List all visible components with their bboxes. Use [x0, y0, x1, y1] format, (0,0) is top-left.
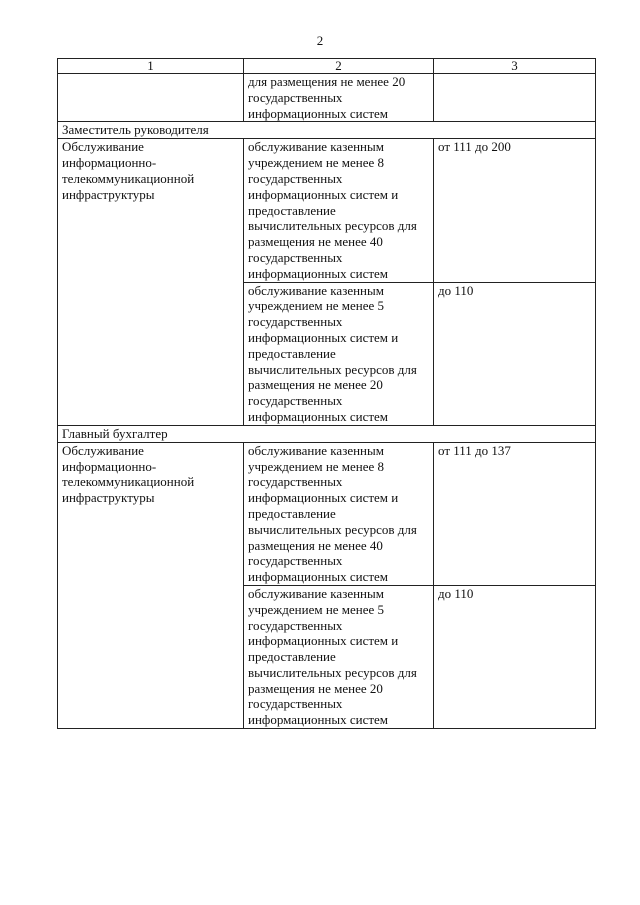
page-number: 2 [316, 33, 324, 48]
criteria-table [57, 58, 596, 729]
column-number-1: 1 [58, 59, 244, 74]
criterion-cell [244, 74, 434, 122]
value-cell: от 111 до 200 [434, 139, 596, 282]
empty-cell [58, 74, 244, 122]
criterion-cell [244, 139, 434, 282]
table-row [58, 442, 596, 585]
criterion-cell [244, 442, 434, 585]
criterion-text: обслуживание казенным учреждением не менее 5 государственных информационных систем и предоставление вычислительных ресурсов для размещения не менее 20 государственных информационных систем [248, 585, 417, 728]
value-cell: от 111 до 137 [434, 442, 596, 585]
activity-text: Обслуживание информационно-телекоммуникационной инфраструктуры [62, 442, 195, 506]
criterion-text: обслуживание казенным учреждением не менее 5 государственных информационных систем и предоставление вычислительных ресурсов для размещения не менее 20 государственных информационных систем [248, 282, 417, 424]
table-row [58, 139, 596, 282]
section-header-row [58, 122, 596, 139]
empty-cell [434, 74, 596, 122]
value-cell: до 110 [434, 282, 596, 425]
activity-text: Обслуживание информационно-телекоммуникационной инфраструктуры [62, 139, 195, 202]
section-title: Заместитель руководителя [58, 122, 596, 139]
section-title: Главный бухгалтер [58, 425, 596, 442]
criterion-cell [244, 282, 434, 425]
table-row [58, 74, 596, 122]
activity-cell [58, 442, 244, 728]
table-header-row [58, 59, 596, 74]
column-number-3: 3 [434, 59, 596, 74]
section-header-row [58, 425, 596, 442]
criterion-text: для размещения не менее 20 государственных информационных систем [248, 74, 406, 121]
activity-cell [58, 139, 244, 425]
criterion-cell [244, 585, 434, 728]
column-number-2: 2 [244, 59, 434, 74]
value-cell: до 110 [434, 585, 596, 728]
criterion-text: обслуживание казенным учреждением не менее 8 государственных информационных систем и предоставление вычислительных ресурсов для размещения не менее 40 государственных информационных систем [248, 442, 417, 585]
criterion-text: обслуживание казенным учреждением не менее 8 государственных информационных систем и предоставление вычислительных ресурсов для размещения не менее 40 государственных информационных систем [248, 139, 417, 281]
